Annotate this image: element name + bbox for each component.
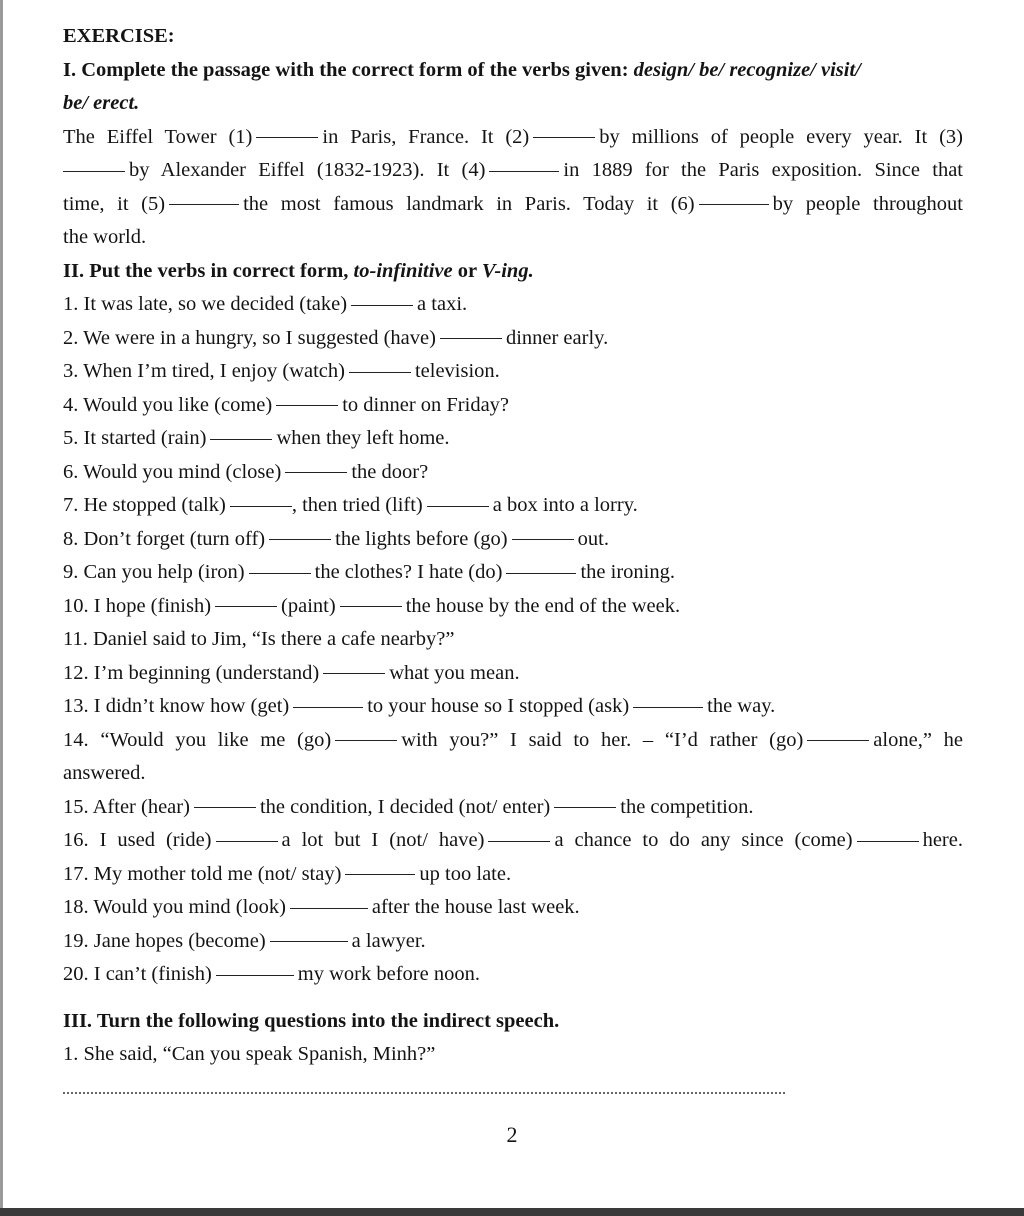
question-10 bbox=[63, 590, 963, 624]
section-2-title-or: or bbox=[452, 259, 482, 282]
question-text: the clothes? I hate (do) bbox=[314, 561, 503, 583]
question-text: 8. Don’t forget (turn off) bbox=[63, 527, 266, 550]
question-text: to dinner on Friday? bbox=[342, 393, 510, 416]
section-1-title bbox=[63, 54, 963, 88]
question-8 bbox=[63, 523, 963, 557]
question-text: 19. Jane hopes (become) bbox=[63, 929, 266, 952]
answer-blank[interactable] bbox=[210, 438, 272, 440]
question-13 bbox=[63, 690, 963, 724]
question-text: up too late. bbox=[419, 862, 512, 885]
question-17 bbox=[63, 858, 963, 892]
answer-blank[interactable] bbox=[194, 806, 256, 808]
passage-text: the most famous landmark in Paris. Today it (6) bbox=[243, 192, 695, 215]
question-text: after the house last week. bbox=[371, 896, 580, 918]
answer-dotted-line[interactable] bbox=[63, 1072, 785, 1094]
question-text: 10. I hope (finish) bbox=[63, 594, 212, 617]
question-text: what you mean. bbox=[389, 661, 520, 684]
answer-blank[interactable] bbox=[169, 203, 239, 205]
passage-text: time, it (5) bbox=[63, 192, 166, 215]
answer-blank[interactable] bbox=[216, 974, 294, 976]
answer-blank[interactable] bbox=[857, 840, 919, 842]
question-text: television. bbox=[414, 360, 500, 382]
question-text: with you?” I said to her. – “I’d rather (go) bbox=[401, 728, 804, 751]
question-text: to your house so I stopped (ask) bbox=[367, 695, 630, 717]
section-1-verbs: design/ be/ recognize/ visit/ bbox=[633, 58, 861, 81]
answer-blank[interactable] bbox=[249, 572, 311, 574]
question-14-cont: answered. bbox=[63, 762, 146, 784]
answer-blank[interactable] bbox=[293, 706, 363, 708]
answer-blank[interactable] bbox=[633, 706, 703, 708]
question-text: 3. When I’m tired, I enjoy (watch) bbox=[63, 360, 345, 382]
section-1-title-text: I. Complete the passage with the correct form of the verbs given: bbox=[63, 58, 634, 81]
answer-blank[interactable] bbox=[533, 136, 595, 138]
section-2-title bbox=[63, 255, 963, 289]
question-text: 13. I didn’t know how (get) bbox=[63, 695, 290, 717]
question-text: 4. Would you like (come) bbox=[63, 393, 273, 416]
passage-text: by people throughout bbox=[772, 192, 963, 215]
question-text: the lights before (go) bbox=[335, 527, 508, 550]
question-text: a lot but I (not/ have) bbox=[281, 829, 485, 851]
question-16 bbox=[63, 824, 963, 858]
passage-text: by millions of people every year. It (3) bbox=[599, 125, 963, 148]
section-1-verbs-cont: be/ erect. bbox=[63, 92, 140, 114]
exercise-heading: EXERCISE: bbox=[63, 25, 175, 47]
section-3-question-1: 1. She said, “Can you speak Spanish, Minh?” bbox=[63, 1043, 436, 1065]
answer-blank[interactable] bbox=[256, 136, 318, 138]
question-text: 12. I’m beginning (understand) bbox=[63, 661, 320, 684]
question-9 bbox=[63, 556, 963, 590]
passage-line-2 bbox=[63, 154, 963, 188]
answer-blank[interactable] bbox=[699, 203, 769, 205]
question-text: the house by the end of the week. bbox=[405, 594, 681, 617]
question-text: alone,” he bbox=[873, 728, 963, 751]
section-3-title: III. Turn the following questions into the indirect speech. bbox=[63, 1009, 560, 1032]
question-text: the door? bbox=[351, 460, 429, 483]
answer-blank[interactable] bbox=[276, 404, 338, 406]
question-text: the competition. bbox=[620, 795, 754, 818]
question-text: 5. It started (rain) bbox=[63, 427, 207, 449]
answer-blank[interactable] bbox=[554, 806, 616, 808]
question-text: 1. It was late, so we decided (take) bbox=[63, 293, 348, 315]
question-15 bbox=[63, 791, 963, 825]
question-text: when they left home. bbox=[276, 427, 450, 449]
answer-blank[interactable] bbox=[512, 538, 574, 540]
question-text: 9. Can you help (iron) bbox=[63, 561, 245, 583]
question-text: 6. Would you mind (close) bbox=[63, 460, 282, 483]
answer-blank[interactable] bbox=[285, 471, 347, 473]
question-text: 20. I can’t (finish) bbox=[63, 963, 212, 985]
question-text: 15. After (hear) bbox=[63, 795, 190, 818]
answer-blank[interactable] bbox=[215, 605, 277, 607]
question-text: 7. He stopped (talk) bbox=[63, 494, 226, 516]
section-2-title-ving: V-ing. bbox=[481, 259, 534, 282]
answer-blank[interactable] bbox=[489, 170, 559, 172]
question-text: 17. My mother told me (not/ stay) bbox=[63, 862, 342, 885]
passage-line-4: the world. bbox=[63, 226, 147, 248]
answer-blank[interactable] bbox=[269, 538, 331, 540]
section-2-title-infinitive: to-infinitive bbox=[353, 259, 453, 282]
question-text: here. bbox=[922, 829, 963, 851]
answer-blank[interactable] bbox=[440, 337, 502, 339]
question-19 bbox=[63, 925, 963, 959]
question-text: 16. I used (ride) bbox=[63, 829, 212, 851]
answer-blank[interactable] bbox=[335, 739, 397, 741]
question-text: the way. bbox=[707, 695, 776, 717]
question-text: a taxi. bbox=[417, 293, 468, 315]
answer-blank[interactable] bbox=[216, 840, 278, 842]
section-gap bbox=[63, 992, 963, 1005]
question-18 bbox=[63, 891, 963, 925]
question-text: , then tried (lift) bbox=[291, 494, 423, 516]
question-text: out. bbox=[577, 527, 609, 550]
passage-text: The Eiffel Tower (1) bbox=[63, 125, 253, 148]
question-text: (paint) bbox=[281, 594, 336, 617]
question-14 bbox=[63, 724, 963, 758]
bottom-edge-bar bbox=[0, 1208, 1024, 1216]
answer-blank[interactable] bbox=[349, 371, 411, 373]
answer-blank[interactable] bbox=[807, 739, 869, 741]
question-20 bbox=[63, 958, 963, 992]
passage-text: in 1889 for the Paris exposition. Since that bbox=[563, 159, 963, 181]
question-5 bbox=[63, 422, 963, 456]
passage-line-3 bbox=[63, 188, 963, 222]
answer-blank[interactable] bbox=[290, 907, 368, 909]
question-7 bbox=[63, 489, 963, 523]
worksheet-content bbox=[63, 20, 963, 1094]
question-text: a lawyer. bbox=[351, 929, 426, 952]
question-3 bbox=[63, 355, 963, 389]
answer-blank[interactable] bbox=[270, 940, 348, 942]
answer-blank[interactable] bbox=[351, 304, 413, 306]
question-12 bbox=[63, 657, 963, 691]
answer-blank[interactable] bbox=[230, 505, 292, 507]
answer-blank[interactable] bbox=[345, 873, 415, 875]
answer-blank[interactable] bbox=[488, 840, 550, 842]
page-number: 2 bbox=[506, 1122, 518, 1147]
answer-blank[interactable] bbox=[63, 170, 125, 172]
passage-line-1 bbox=[63, 121, 963, 155]
question-text: my work before noon. bbox=[297, 963, 480, 985]
answer-blank[interactable] bbox=[506, 572, 576, 574]
question-text: dinner early. bbox=[505, 326, 609, 349]
left-edge-shadow bbox=[0, 0, 3, 1216]
question-1 bbox=[63, 288, 963, 322]
section-2-title-text: II. Put the verbs in correct form, bbox=[63, 259, 354, 282]
question-4 bbox=[63, 389, 963, 423]
question-text: 2. We were in a hungry, so I suggested (have) bbox=[63, 326, 436, 349]
answer-blank[interactable] bbox=[340, 605, 402, 607]
question-text: the ironing. bbox=[580, 561, 675, 583]
answer-blank[interactable] bbox=[323, 672, 385, 674]
passage-text: by Alexander Eiffel (1832-1923). It (4) bbox=[129, 159, 486, 181]
question-text: the condition, I decided (not/ enter) bbox=[259, 795, 551, 818]
question-text: 18. Would you mind (look) bbox=[63, 896, 286, 918]
answer-blank[interactable] bbox=[427, 505, 489, 507]
question-2 bbox=[63, 322, 963, 356]
question-text: a chance to do any since (come) bbox=[554, 829, 853, 851]
question-11: 11. Daniel said to Jim, “Is there a cafe nearby?” bbox=[63, 628, 455, 650]
question-6 bbox=[63, 456, 963, 490]
question-text: 14. “Would you like me (go) bbox=[63, 728, 332, 751]
passage-text: in Paris, France. It (2) bbox=[322, 125, 530, 148]
question-text: a box into a lorry. bbox=[492, 494, 638, 516]
